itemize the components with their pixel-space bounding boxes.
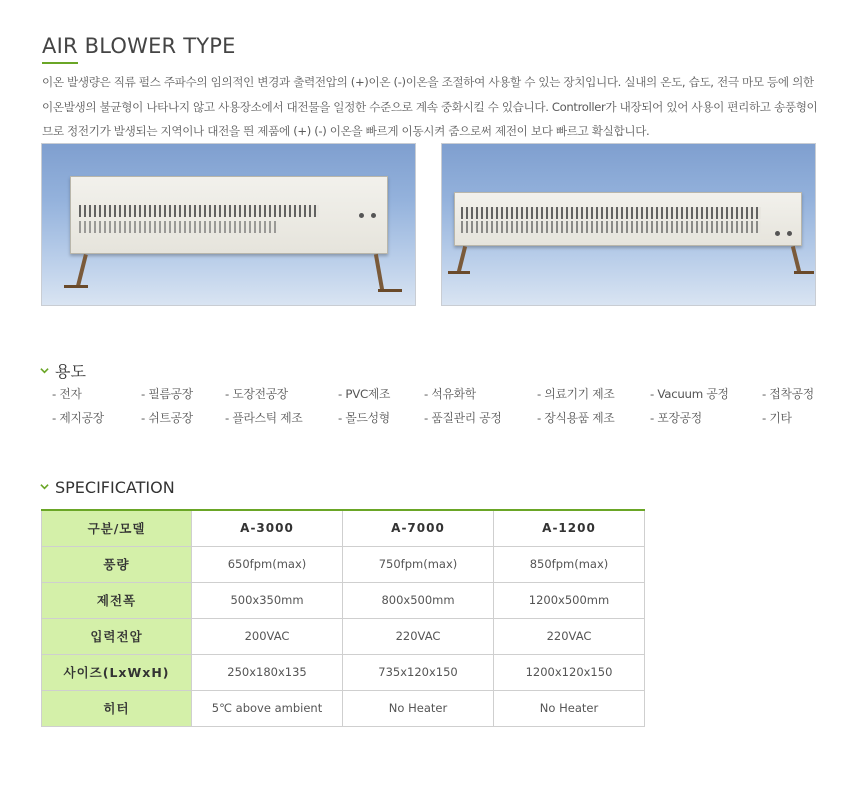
table-cell: 200VAC — [192, 618, 343, 654]
table-row-label: 입력전압 — [42, 618, 192, 654]
usage-item: - 도장전공장 — [225, 387, 288, 401]
title-underline — [42, 62, 78, 64]
usage-item: - 플라스틱 제조 — [225, 411, 303, 425]
table-cell: 220VAC — [494, 618, 645, 654]
stand-foot — [378, 289, 402, 292]
spec-table — [41, 509, 645, 727]
product-photo-a3000 — [41, 143, 416, 306]
usage-heading-label: 용도 — [55, 362, 86, 381]
stand-leg — [76, 254, 88, 286]
usage-heading — [40, 359, 86, 382]
table-cell: 1200x500mm — [494, 582, 645, 618]
usage-item: - 장식용품 제조 — [537, 411, 615, 425]
table-cell: 735x120x150 — [343, 654, 494, 690]
usage-item: - 의료기기 제조 — [537, 387, 615, 401]
table-cell: 220VAC — [343, 618, 494, 654]
table-cell: 800x500mm — [343, 582, 494, 618]
table-header-cell: 구분/모델 — [42, 510, 192, 546]
usage-item: - 기타 — [762, 411, 792, 425]
table-header-row — [42, 510, 645, 546]
table-row — [42, 582, 645, 618]
table-header-cell: A-7000 — [343, 510, 494, 546]
chevron-down-icon — [40, 482, 49, 491]
air-blower-unit — [454, 192, 802, 246]
usage-item: - 전자 — [52, 387, 82, 401]
table-row — [42, 654, 645, 690]
control-knob-icon — [787, 231, 792, 236]
product-photo-a7000 — [441, 143, 816, 306]
usage-item: - 제지공장 — [52, 411, 104, 425]
table-cell: 5℃ above ambient — [192, 690, 343, 726]
table-row-label: 히터 — [42, 690, 192, 726]
table-cell: 850fpm(max) — [494, 546, 645, 582]
control-knob-icon — [371, 213, 376, 218]
spec-heading-label: SPECIFICATION — [55, 478, 175, 497]
table-row — [42, 690, 645, 726]
stand-leg — [791, 246, 801, 272]
table-cell: 250x180x135 — [192, 654, 343, 690]
usage-item: - 몰드성형 — [338, 411, 390, 425]
blower-grille — [461, 207, 761, 219]
blower-grille — [79, 221, 279, 233]
table-cell: 1200x120x150 — [494, 654, 645, 690]
stand-foot — [64, 285, 88, 288]
table-cell: No Heater — [343, 690, 494, 726]
usage-item: - 쉬트공장 — [141, 411, 193, 425]
table-row-label: 사이즈(LxWxH) — [42, 654, 192, 690]
usage-item: - PVC제조 — [338, 387, 391, 401]
table-row-label: 풍량 — [42, 546, 192, 582]
usage-item: - 필름공장 — [141, 387, 193, 401]
blower-grille — [79, 205, 319, 217]
chevron-down-icon — [40, 366, 49, 375]
air-blower-unit — [70, 176, 388, 254]
table-cell: 650fpm(max) — [192, 546, 343, 582]
stand-foot — [794, 271, 814, 274]
table-row — [42, 618, 645, 654]
table-header-cell: A-3000 — [192, 510, 343, 546]
spec-heading — [40, 478, 175, 497]
control-knob-icon — [775, 231, 780, 236]
table-cell: No Heater — [494, 690, 645, 726]
table-row — [42, 546, 645, 582]
usage-item: - 접착공정 — [762, 387, 814, 401]
intro-paragraph: 이온 발생량은 직류 펄스 주파수의 임의적인 변경과 출력전압의 (+)이온 (-)이온을 조절하여 사용할 수 있는 장치입니다. 실내의 온도, 습도, 전극 마모 등에 의한 이온발생의 불균형이 나타나지 않고 사용장소에서 대전물을 일정한 수준으로 계속 중화시킬 수 있습니다. Controller가 내장되어 있어 사용이 편리하고 송풍형이므로 정전기가 발생되는 지역이나 대전을 띈 제품에 (+) (-) 이온을 빠르게 이동시켜 줌으로써 제전이 보다 빠르고 확실합니다. — [42, 75, 818, 138]
stand-leg — [374, 254, 384, 290]
blower-grille — [461, 221, 761, 233]
usage-item: - 품질관리 공정 — [424, 411, 502, 425]
page-title: AIR BLOWER TYPE — [42, 34, 236, 58]
usage-item: - Vacuum 공정 — [650, 387, 729, 401]
stand-foot — [448, 271, 470, 274]
table-row-label: 제전폭 — [42, 582, 192, 618]
table-cell: 500x350mm — [192, 582, 343, 618]
stand-leg — [457, 246, 467, 272]
table-header-cell: A-1200 — [494, 510, 645, 546]
control-knob-icon — [359, 213, 364, 218]
usage-item: - 석유화학 — [424, 387, 476, 401]
usage-item: - 포장공정 — [650, 411, 702, 425]
table-cell: 750fpm(max) — [343, 546, 494, 582]
